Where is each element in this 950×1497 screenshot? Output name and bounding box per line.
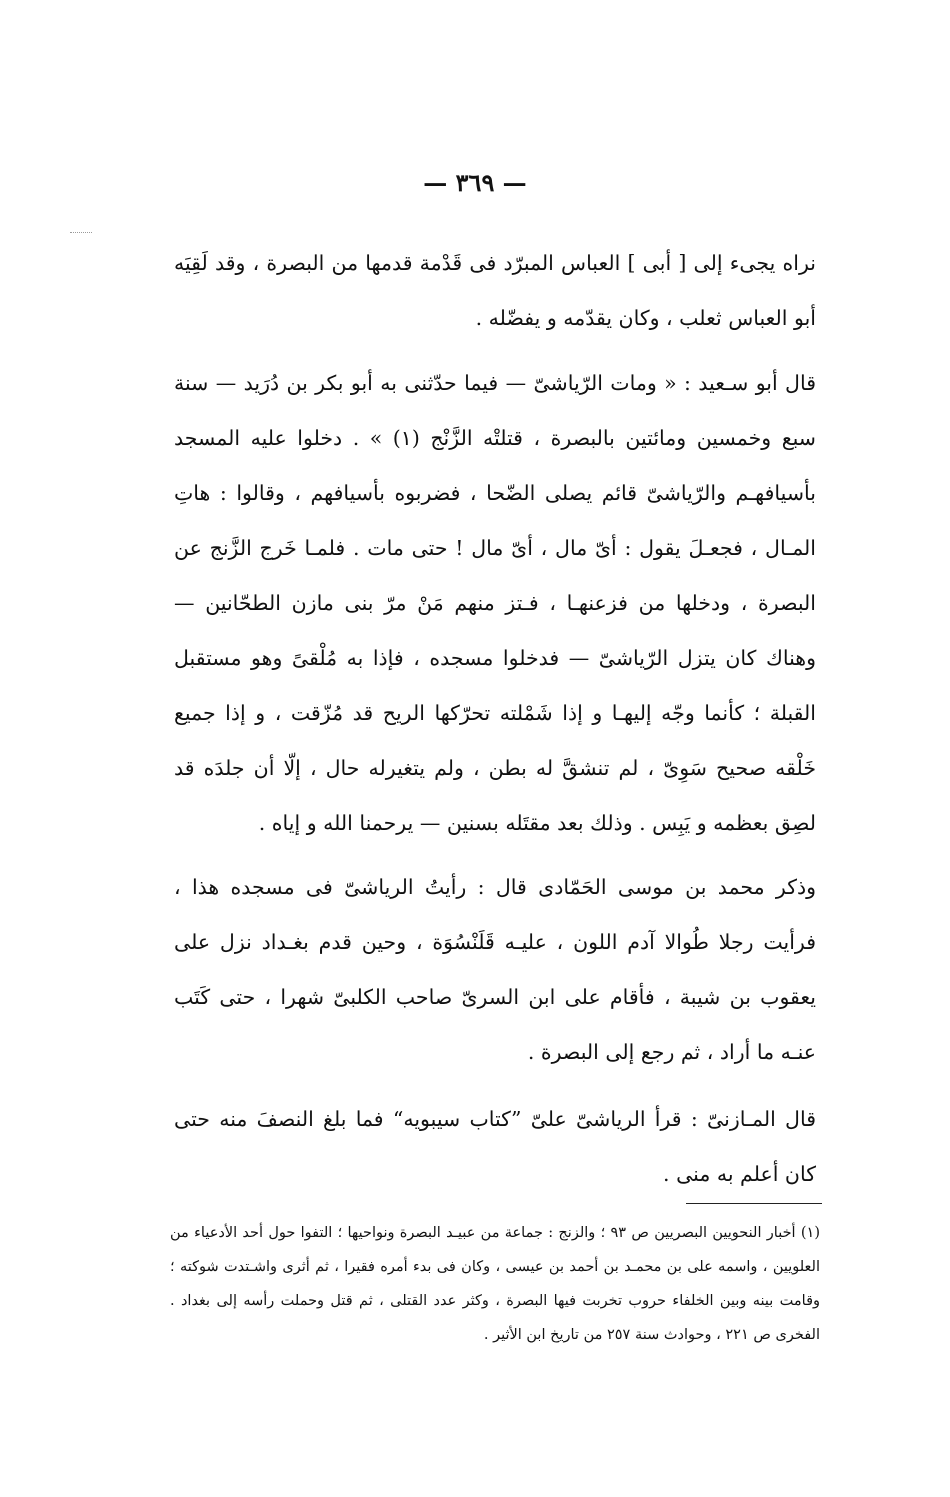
- footnote: (١) أخبار النحويين البصريين ص ٩٣ ؛ والزنج : جماعة من عبيـد البصرة ونواحيها ؛ التفوا حول أحد الأدعياء من العلويين ، واسمه على بن محمـد بن أحمد بن عيسى ، وكان فى بدء أمره فقيرا ، ثم أثرى واشـتدت شوكته ؛ وقامت بينه وبين الخلفاء حروب تخربت فيها البصرة ، وكثر عدد القتلى ، ثم قتل وحملت رأسه إلى بغداد . الفخرى ص ٢٢١ ، وحوادث سنة ٢٥٧ من تاريخ ابن الأثير .: [170, 1225, 820, 1343]
- paragraph-text: نراه يجىء إلى [ أبى ] العباس المبرّد فى قَدْمة قدمها من البصرة ، وقد لَقِيَه أبو العباس ثعلب ، وكان يقدّمه و يفضّله .: [174, 251, 816, 330]
- paragraph-text: قال أبو سـعيد : « ومات الرّياشىّ — فيما حدّثنى به أبو بكر بن دُرَيد — سنة سبع وخمسين ومائتين بالبصرة ، قتلتْه الزَّنْج (١) » . دخلوا عليه المسجد بأسيافهـم والرّياشىّ قائم يصلى الضّحا ، فضربوه بأسيافهم ، وقالوا : هاتِ المـال ، فجعـلَ يقول : أىّ مال ، أىّ مال ! حتى مات . فلمـا خَرج الزَّنج عن البصرة ، ودخلها من فزعنهـا ، فـتز منهم مَنْ مرّ بنى مازن الطحّانين — وهناك كان يتزل الرّياشىّ — فدخلوا مسجده ، فإذا به مُلْقىً وهو مستقبل القبلة ؛ كأنما وجّه إليهـا و إذا شَمْلته تحرّكها الريح قد مُزّقت ، و إذا جميع خَلْقه صحيح سَوِىّ ، لم تنشقَّ له بطن ، ولم يتغيرله حال ، إلّا أن جلدَه قد لصِق بعظمه و يَبِس . وذلك بعد مقتَله بسنين — يرحمنا الله و إياه .: [174, 371, 816, 835]
- page-number: — ٣٦٩ —: [423, 168, 527, 197]
- paragraph-1: [174, 236, 816, 346]
- paragraph-4: [174, 1092, 816, 1202]
- footnote-divider: [686, 1203, 822, 1204]
- paragraph-text: وذكر محمد بن موسى الحَمّادى قال : رأيتُ الرياشىّ فى مسجده هذا ، فرأيت رجلا طُوالا آدم اللون ، عليـه قَلَنْسُوَة ، وحين قدم بغـداد نزل على يعقوب بن شيبة ، فأقام على ابن السرىّ صاحب الكلبىّ شهرا ، حتى كَتَب عنـه ما أراد ، ثم رجع إلى البصرة .: [174, 875, 817, 1064]
- paragraph-2: [174, 356, 816, 851]
- scan-mark: [70, 232, 92, 233]
- paragraph-3: [174, 860, 816, 1080]
- paragraph-text: قال المـازنىّ : قرأ الرياشىّ علىّ ”كتاب سيبويه“ فما بلغ النصفَ منه حتى كان أعلم به منى .: [174, 1107, 816, 1186]
